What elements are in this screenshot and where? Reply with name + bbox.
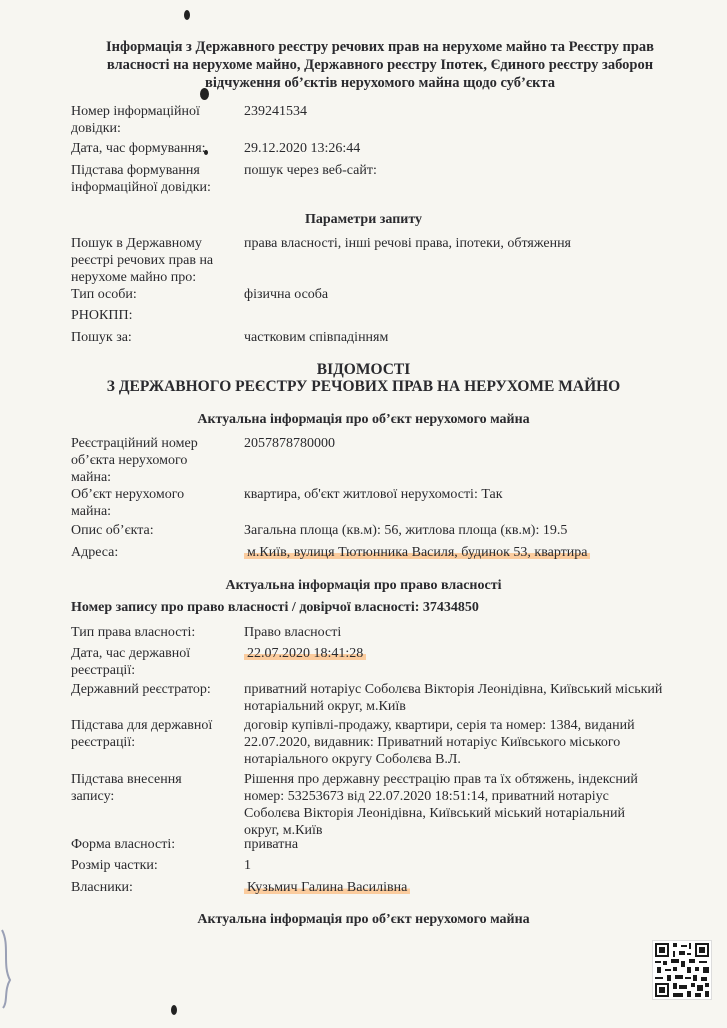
ownership-registrar-label: Державний реєстратор: bbox=[71, 682, 211, 697]
ink-blot-bottom bbox=[171, 1005, 177, 1015]
info-date-value: 29.12.2020 13:26:44 bbox=[244, 141, 361, 156]
ownership-share-value: 1 bbox=[244, 858, 251, 873]
ownership-entry-label: Підстава внесення запису: bbox=[71, 772, 182, 804]
ownership-type-value: Право власності bbox=[244, 625, 342, 640]
object-desc-label: Опис об’єкта: bbox=[71, 523, 154, 538]
title-line-2: власності на нерухоме майно, Державного реєстру Іпотек, Єдиного реєстру заборон bbox=[106, 57, 654, 73]
object-reg-value: 2057878780000 bbox=[244, 436, 335, 451]
info-number-value: 239241534 bbox=[244, 104, 307, 119]
object-address-value bbox=[244, 544, 704, 561]
ink-blot-top bbox=[184, 10, 190, 20]
ownership-form-value: приватна bbox=[244, 837, 299, 852]
ownership-date-value bbox=[244, 645, 704, 662]
address-highlight: м.Київ, вулиця Тютюнника Василя, будинок 53, квартира bbox=[244, 545, 590, 560]
object-type-label: Об’єкт нерухомого майна: bbox=[71, 487, 185, 519]
info-date-label: Дата, час формування: bbox=[71, 141, 206, 156]
object-section-title: Актуальна інформація про об’єкт нерухомого майна bbox=[197, 412, 530, 427]
object-address-label: Адреса: bbox=[71, 545, 119, 560]
query-mode-value: частковим співпадінням bbox=[244, 330, 389, 345]
ownership-date-label: Дата, час державної реєстрації: bbox=[71, 646, 191, 678]
query-mode-label: Пошук за: bbox=[71, 330, 132, 345]
document-title bbox=[70, 38, 690, 92]
footer-object-title: Актуальна інформація про об’єкт нерухомого майна bbox=[197, 912, 530, 927]
object-type-value: квартира, об'єкт житлової нерухомості: Так bbox=[244, 487, 503, 502]
registry-title: ВІДОМОСТІ З ДЕРЖАВНОГО РЕЄСТРУ РЕЧОВИХ ПРАВ НА НЕРУХОМЕ МАЙНО bbox=[106, 361, 621, 395]
ownership-owners-label: Власники: bbox=[71, 880, 133, 895]
object-reg-label: Реєстраційний номер об’єкта нерухомого майна: bbox=[71, 436, 198, 485]
ownership-basis-value: договір купівлі-продажу, квартири, серія та номер: 1384, виданий 22.07.2020, видавник: Приватний нотаріус Київського міського нотаріального округу Соболєва В.Л. bbox=[244, 718, 635, 767]
query-section-title: Параметри запиту bbox=[304, 212, 423, 227]
date-highlight: 22.07.2020 18:41:28 bbox=[244, 646, 366, 661]
qr-code-icon bbox=[652, 940, 712, 1000]
owner-highlight: Кузьмич Галина Василівна bbox=[244, 880, 410, 895]
query-person-label: Тип особи: bbox=[71, 287, 137, 302]
ownership-type-label: Тип права власності: bbox=[71, 625, 196, 640]
object-desc-value: Загальна площа (кв.м): 56, житлова площа (кв.м): 19.5 bbox=[244, 523, 568, 538]
query-rnokpp-label: РНОКПП: bbox=[71, 308, 133, 323]
ownership-owners-value bbox=[244, 879, 704, 896]
ownership-registrar-value: приватний нотаріус Соболєва Вікторія Леонідівна, Київський міський нотаріальний округ, м.Київ bbox=[244, 682, 663, 714]
ownership-entry-value: Рішення про державну реєстрацію прав та їх обтяжень, індексний номер: 53253673 від 22.07.2020 18:51:14, приватний нотаріус Соболєва Вікторія Леонідівна, Київський міський нотаріальний округ, м.Київ bbox=[244, 772, 638, 838]
query-search-label: Пошук в Державному реєстрі речових прав на нерухоме майно про: bbox=[71, 236, 214, 285]
ownership-form-label: Форма власності: bbox=[71, 837, 176, 852]
ownership-section-title: Актуальна інформація про право власності bbox=[225, 578, 502, 593]
ownership-basis-label: Підстава для державної реєстрації: bbox=[71, 718, 213, 750]
query-search-value: права власності, інші речові права, іпотеки, обтяження bbox=[244, 236, 571, 251]
title-line-3: відчуження об’єктів нерухомого майна щодо суб’єкта bbox=[205, 75, 555, 91]
ownership-share-label: Розмір частки: bbox=[71, 858, 158, 873]
left-edge-mark bbox=[0, 920, 14, 1010]
info-basis-value: пошук через веб-сайт: bbox=[244, 163, 377, 178]
title-line-1: Інформація з Державного реєстру речових прав на нерухоме майно та Реєстру прав bbox=[106, 39, 654, 55]
query-person-value: фізична особа bbox=[244, 287, 329, 302]
ownership-record-title: Номер запису про право власності / довірчої власності: 37434850 bbox=[71, 600, 479, 615]
info-number-label: Номер інформаційної довідки: bbox=[71, 104, 200, 136]
info-basis-label: Підстава формування інформаційної довідки: bbox=[71, 163, 211, 195]
